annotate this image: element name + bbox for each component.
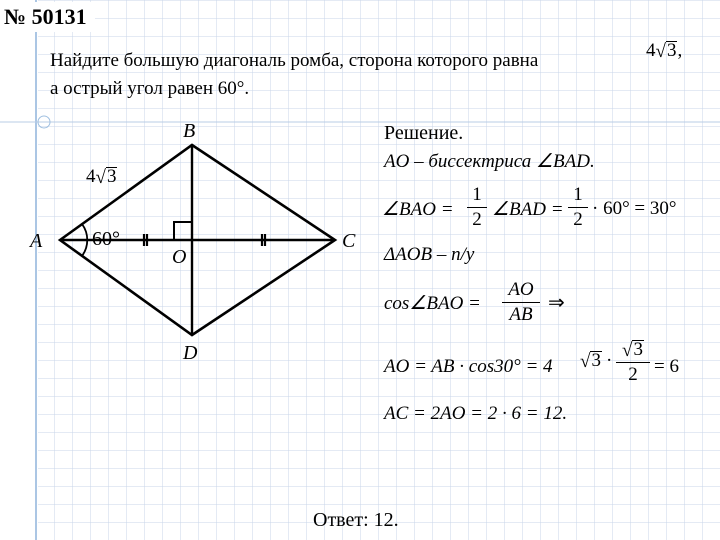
fraction-half-1: $\frac{1}{2}$	[467, 183, 487, 232]
sqrt-icon: √3	[655, 40, 677, 62]
vertex-label-O: O	[172, 246, 187, 268]
fraction-half-2: $\frac{1}{2}$	[568, 183, 588, 232]
side-length-label: 4√3	[86, 166, 117, 188]
sqrt-icon: √3	[622, 339, 643, 361]
problem-statement-line1: Найдите большую диагональ ромба, сторона которого равна	[50, 50, 539, 71]
solution-line-1: AO – биссектриса ∠BAD.	[384, 151, 595, 172]
sqrt3-term: √3 ·	[580, 350, 613, 372]
problem-number: № 50131	[4, 2, 95, 32]
fraction-AO-AB: $\frac{AO}{AB}$	[502, 278, 540, 327]
answer: Ответ: 12.	[313, 509, 399, 531]
problem-statement-line2: а острый угол равен 60°.	[50, 78, 250, 99]
right-angle-mark	[174, 222, 192, 240]
solution-line-4-left: cos∠BAO =	[384, 293, 481, 314]
solution-line-2-mid: ∠BAD =	[492, 199, 564, 220]
statement-comma: ,	[677, 40, 683, 61]
implies-arrow-icon: ⇒	[548, 292, 565, 314]
solution-line-5-right: = 6	[654, 356, 679, 377]
vertex-label-B: B	[183, 120, 196, 142]
solution-line-3: ΔAOB – п/у	[384, 244, 475, 265]
solution-line-6: AC = 2AO = 2 · 6 = 12.	[384, 403, 568, 424]
sqrt-icon: √3	[580, 350, 601, 372]
angle-label: 60°	[92, 228, 120, 250]
solution-line-2-right: · 60° = 30°	[592, 198, 677, 219]
vertex-label-C: C	[342, 230, 356, 252]
solution-line-5-left: AO = AB · cos30° = 4	[384, 356, 553, 377]
solution-line-2-left: ∠BAO =	[382, 199, 454, 220]
fraction-sqrt3-over-2: $\frac{√3}{2}$	[616, 338, 650, 387]
vertex-label-D: D	[183, 342, 198, 364]
sqrt-icon: √3	[95, 166, 117, 188]
side-coef: 4	[646, 40, 656, 61]
vertex-label-A: A	[30, 230, 43, 252]
solution-heading: Решение.	[384, 122, 464, 144]
